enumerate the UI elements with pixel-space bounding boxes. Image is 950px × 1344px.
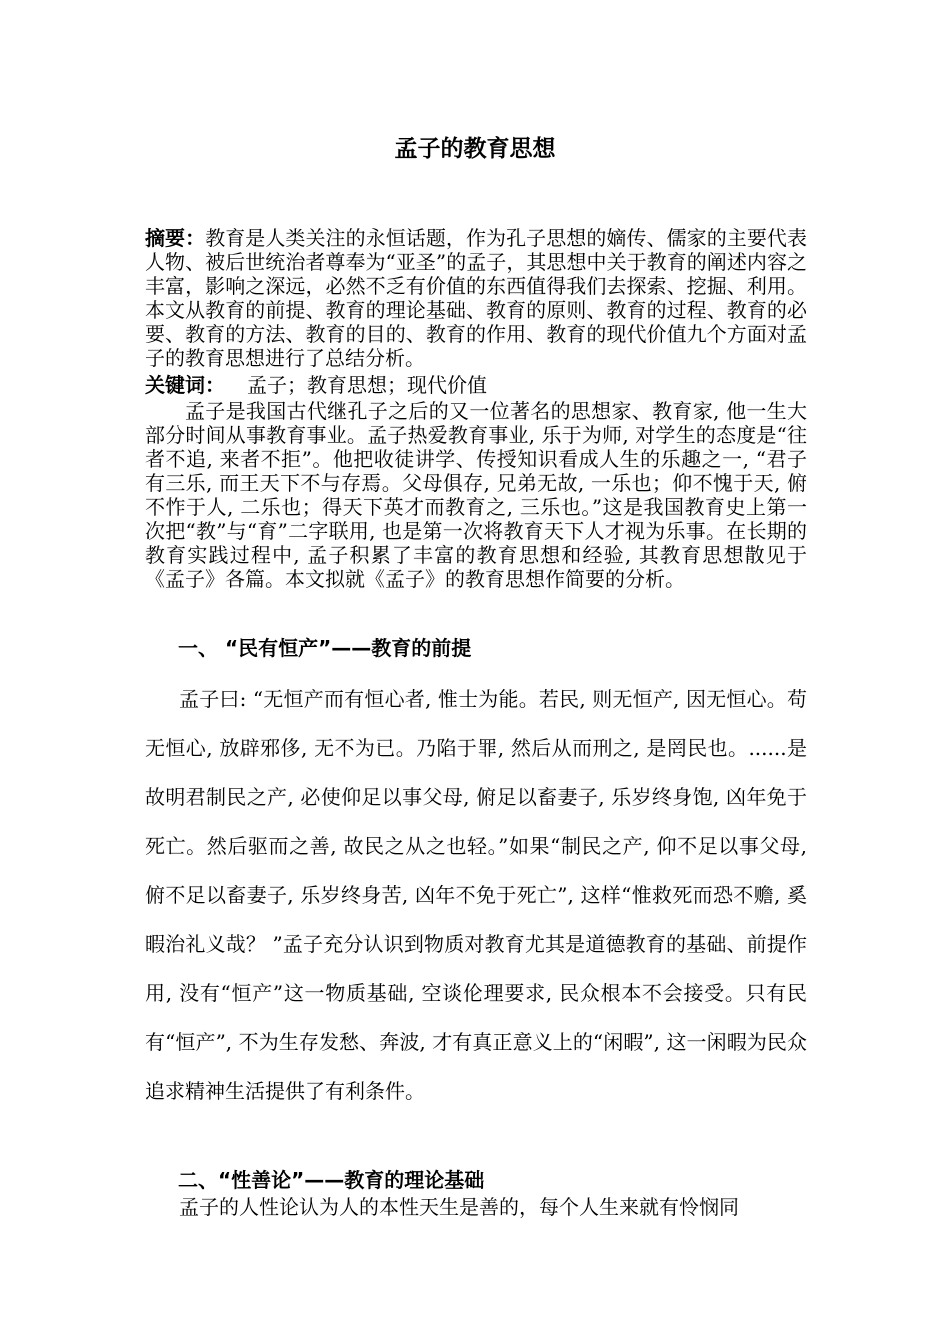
abstract-text: 教育是人类关注的永恒话题，作为孔子思想的嫡传、儒家的主要代表人物、被后世统治者尊奉为“亚圣”的孟子，其思想中关于教育的阐述内容之丰富，影响之深远，必然不乏有价值的东西值得我们去探索、挖掘、利用。本文从教育的前提、教育的理论基础、教育的原则、教育的过程、教育的必要、教育的方法、教育的目的、教育的作用、教育的现代价值九个方面对孟子的教育思想进行了总结分析。: [145, 226, 807, 370]
abstract-label: 摘要：: [145, 226, 206, 250]
section-2-paragraph: 孟子的人性论认为人的本性天生是善的，每个人生来就有怜悯同: [179, 1195, 739, 1219]
abstract-paragraph: [145, 226, 807, 370]
document-title: 孟子的教育思想: [394, 136, 556, 162]
section-heading-2: 二、“性善论”——教育的理论基础: [178, 1168, 485, 1192]
section-1-paragraph: 孟子曰: “无恒产而有恒心者, 惟士为能。若民, 则无恒产, 因无恒心。苟无恒心, 放辟邪侈, 无不为已。乃陷于罪, 然后从而刑之, 是罔民也。......是故明君制民之产, 必使仰足以事父母, 俯足以畜妻子, 乐岁终身饱, 凶年免于死亡。然后驱而之善, 故民之从之也轻。”如果“制民之产, 仰不足以事父母, 俯不足以畜妻子, 乐岁终身苦, 凶年不免于死亡”, 这样“惟救死而恐不赡, 奚暇治礼义哉？ ”孟子充分认识到物质对教育尤其是道德教育的基础、前提作用, 没有“恒产”这一物质基础, 空谈伦理要求, 民众根本不会接受。只有民有“恒产”, 不为生存发愁、奔波, 才有真正意义上的“闲暇”, 这一闲暇为民众追求精神生活提供了有利条件。: [145, 687, 807, 1103]
intro-paragraph: 孟子是我国古代继孔子之后的又一位著名的思想家、教育家, 他一生大部分时间从事教育事业。孟子热爱教育事业, 乐于为师, 对学生的态度是“往者不追, 来者不拒”。他把收徒讲学、传授知识看成人生的乐趣之一, “君子有三乐, 而王天下不与存焉。父母俱存, 兄弟无故, 一乐也；仰不愧于天, 俯不怍于人, 二乐也；得天下英才而教育之, 三乐也。”这是我国教育史上第一次把“教”与“育”二字联用, 也是第一次将教育天下人才视为乐事。在长期的教育实践过程中, 孟子积累了丰富的教育思想和经验, 其教育思想散见于《孟子》各篇。本文拟就《孟子》的教育思想作简要的分析。: [145, 399, 807, 591]
keywords-text: 孟子；教育思想；现代价值: [247, 373, 487, 397]
section-heading-1: 一、 “民有恒产”——教育的前提: [178, 636, 472, 660]
keywords-line: [145, 371, 807, 399]
keywords-label: 关键词：: [145, 373, 225, 397]
